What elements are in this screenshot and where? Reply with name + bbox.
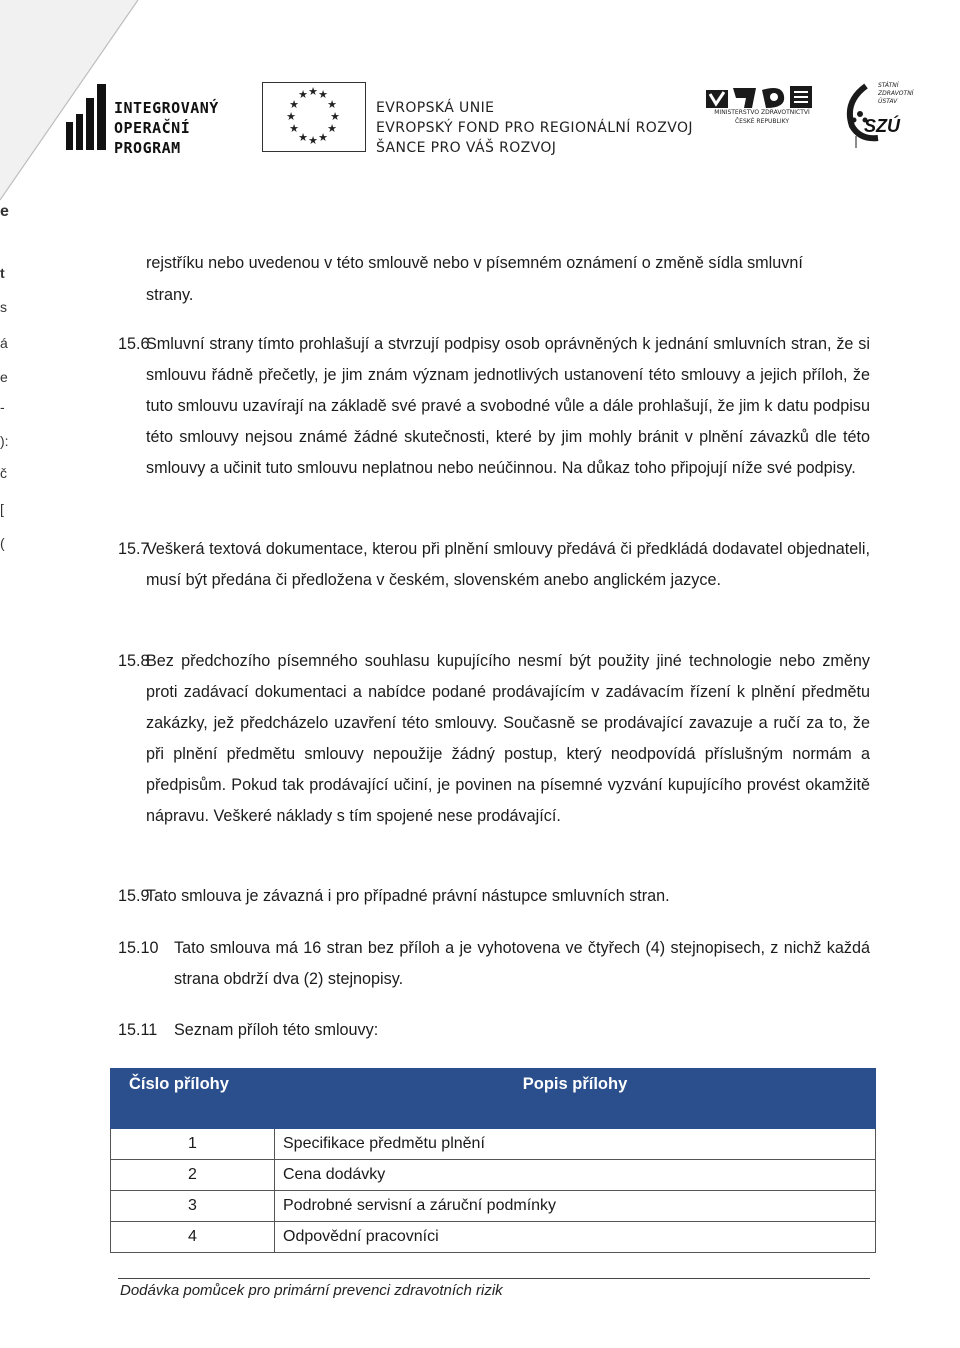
section-15-8: [118, 646, 870, 832]
svg-text:-: -: [0, 399, 5, 415]
continuation-line-2: strany.: [146, 286, 194, 304]
section-text: Smluvní strany tímto prohlašují a stvrzují podpisy osob oprávněných k jednání smluvních stran, že si smlouvu řádně přečetly, je jim znám význam jednotlivých ustanovení této smlouvy a jejich příloh, že tuto smlouvu uzavírají na základě své pravé a svobodné vůle a dále prohlašují, že jim k datu podpisu této smlouvy nejsou známé žádné skutečnosti, které by jim mohly bránit v plnění závazků dle této smlouvy a učinit tuto smlouvu neplatnou nebo neúčinnou. Na důkaz toho připojují níže své podpisy.: [146, 335, 870, 477]
svg-text:★: ★: [308, 134, 318, 147]
svg-text:★: ★: [330, 110, 340, 123]
table-row: [111, 1222, 876, 1253]
svg-text:★: ★: [298, 88, 308, 101]
section-text: Tato smlouva má 16 stran bez příloh a je vyhotovena ve čtyřech (4) stejnopisech, z nichž každá strana obdrží dva (2) stejnopisy.: [174, 939, 870, 988]
continuation-line-1: rejstříku nebo uvedenou v této smlouvě nebo v písemném oznámení o změně sídla smluvní: [146, 254, 803, 272]
section-number: 15.8: [118, 652, 150, 670]
section-text: Tato smlouva je závazná i pro případné právní nástupce smluvních stran.: [146, 887, 670, 905]
svg-text:★: ★: [308, 85, 318, 98]
szu-line: ZDRAVOTNÍ: [878, 90, 914, 97]
eu-text-block: [376, 98, 693, 158]
table-row: [111, 1191, 876, 1222]
attachment-number: 3: [111, 1191, 275, 1222]
table-row: [111, 1129, 876, 1160]
eu-line: EVROPSKÁ UNIE: [376, 100, 495, 116]
szu-logo: [838, 80, 914, 150]
attachment-number: 2: [111, 1160, 275, 1191]
svg-text:★: ★: [318, 88, 328, 101]
svg-text:[: [: [0, 501, 4, 517]
attachment-description: Odpovědní pracovníci: [275, 1222, 876, 1253]
column-header-description: Popis přílohy: [275, 1069, 876, 1129]
svg-text:★: ★: [289, 98, 299, 111]
svg-text:★: ★: [298, 131, 308, 144]
section-number: 15.10: [118, 939, 159, 957]
ministry-logo-text: [700, 108, 824, 126]
svg-text:t: t: [0, 265, 5, 281]
column-header-number: Číslo přílohy: [111, 1069, 275, 1129]
eu-stars-icon: [263, 83, 365, 151]
ministry-line: MINISTERSTVO ZDRAVOTNICTVÍ: [714, 109, 810, 116]
section-15-11: [118, 1015, 870, 1046]
svg-text:á: á: [0, 335, 8, 351]
section-15-10: [118, 933, 870, 995]
section-text: Bez předchozího písemného souhlasu kupujícího nesmí být použity jiné technologie nebo změny proti zadávací dokumentaci a nabídce podané prodávajícím v zadávacím řízení k plnění předmětu zakázky, jež předcházelo uzavření této smlouvy. Současně se prodávající zavazuje a ručí za to, že při plnění předmětu smlouvy nepoužije žádný postup, který neodpovídá příslušným normám a předpisům. Pokud tak prodávající učiní, je povinen na písemné vyzvání kupujícího provést okamžitě nápravu. Veškeré náklady s tím spojené nese prodávající.: [146, 652, 870, 825]
svg-text:★: ★: [289, 122, 299, 135]
iop-logo-text: [114, 98, 219, 158]
iop-line: PROGRAM: [114, 139, 181, 157]
scan-edge-marks: [0, 200, 14, 560]
svg-text:e: e: [0, 203, 9, 220]
iop-line: OPERAČNÍ: [114, 119, 191, 137]
attachments-table: [110, 1068, 876, 1253]
svg-text:★: ★: [327, 122, 337, 135]
iop-logo: [66, 82, 236, 157]
section-number: 15.11: [118, 1021, 158, 1039]
svg-text:):: ):: [0, 433, 9, 449]
svg-text:★: ★: [318, 131, 328, 144]
attachment-number: 4: [111, 1222, 275, 1253]
szu-abbr: SZÚ: [864, 116, 900, 136]
attachment-description: Specifikace předmětu plnění: [275, 1129, 876, 1160]
eu-line: ŠANCE PRO VÁŠ ROZVOJ: [376, 140, 557, 156]
table-row: [111, 1160, 876, 1191]
table-header-row: [111, 1069, 876, 1129]
attachment-description: Cena dodávky: [275, 1160, 876, 1191]
section-text: Seznam příloh této smlouvy:: [174, 1021, 379, 1039]
svg-text:★: ★: [327, 98, 337, 111]
section-number: 15.7: [118, 540, 150, 558]
iop-bars-icon: [66, 82, 110, 152]
section-number: 15.9: [118, 887, 150, 905]
section-number: 15.6: [118, 335, 150, 353]
section-15-7: [118, 534, 870, 596]
eu-flag-logo: [262, 82, 366, 152]
attachment-number: 1: [111, 1129, 275, 1160]
section-text: Veškerá textová dokumentace, kterou při plnění smlouvy předává či předkládá dodavatel objednateli, musí být předána či předložena v českém, slovenském anebo anglickém jazyce.: [146, 540, 870, 589]
eu-line: EVROPSKÝ FOND PRO REGIONÁLNÍ ROZVOJ: [376, 120, 693, 136]
svg-text:★: ★: [286, 110, 296, 123]
footer-divider: [118, 1278, 870, 1279]
section-15-9: [118, 881, 870, 912]
iop-line: INTEGROVANÝ: [114, 99, 219, 117]
footer-title: Dodávka pomůcek pro primární prevenci zdravotních rizik: [120, 1282, 503, 1299]
szu-caption: [878, 82, 913, 106]
svg-text:e: e: [0, 369, 8, 385]
svg-text:(: (: [0, 535, 5, 551]
svg-text:s: s: [0, 299, 7, 315]
szu-line: STÁTNÍ: [878, 82, 899, 89]
svg-text:č: č: [0, 465, 7, 481]
ministry-line: ČESKÉ REPUBLIKY: [734, 118, 789, 125]
szu-line: ÚSTAV: [878, 98, 898, 105]
attachment-description: Podrobné servisní a záruční podmínky: [275, 1191, 876, 1222]
section-15-6: [118, 329, 870, 484]
